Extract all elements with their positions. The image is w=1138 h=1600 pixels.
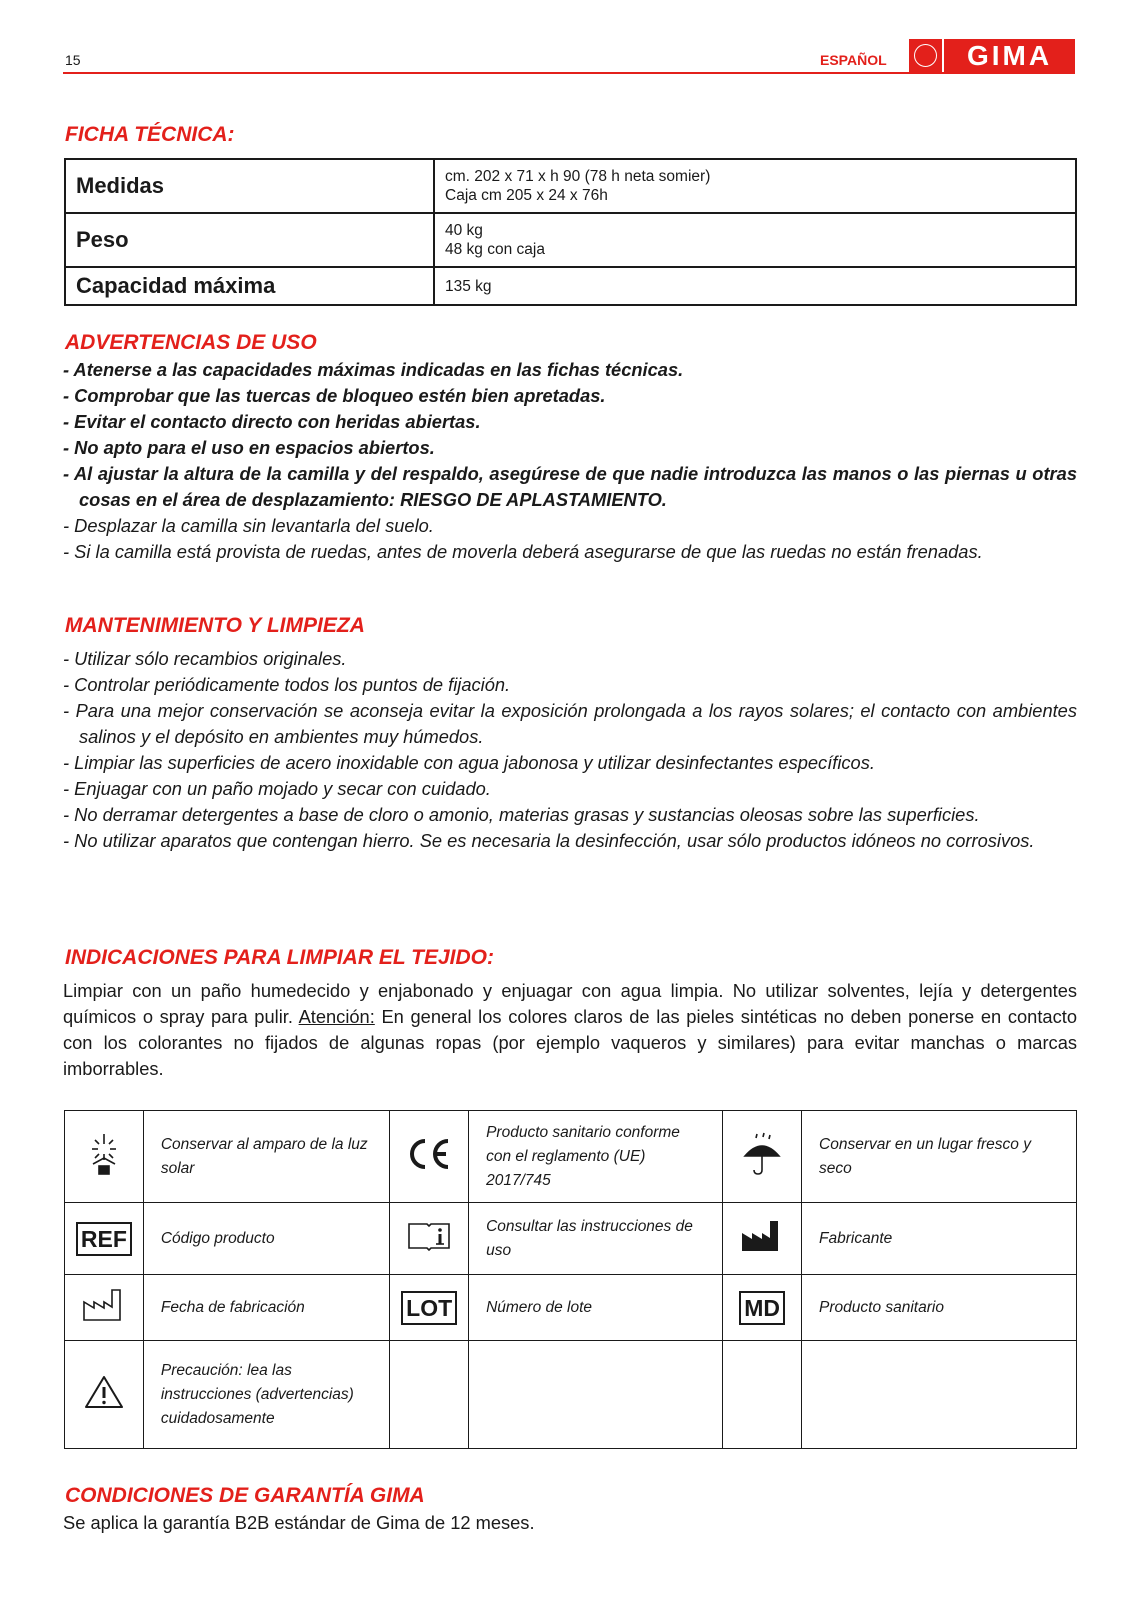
gima-logo <box>909 39 1075 72</box>
empty-cell <box>390 1341 469 1449</box>
spec-label: Peso <box>65 213 434 267</box>
list-item: - No utilizar aparatos que contengan hierro. Se es necesaria la desinfección, usar sólo productos idóneos no corrosivos. <box>63 830 1035 851</box>
list-item: - No derramar detergentes a base de cloro o amonio, materias grasas y sustancias oleosas sobre las superficies. <box>63 804 980 825</box>
md-icon: MD <box>723 1275 802 1341</box>
warnings-title: ADVERTENCIAS DE USO <box>65 331 317 354</box>
symbol-description: Conservar al amparo de la luz solar <box>143 1111 389 1203</box>
symbol-description: Código producto <box>143 1203 389 1275</box>
symbol-description: Fecha de fabricación <box>143 1275 389 1341</box>
empty-cell <box>469 1341 723 1449</box>
list-item: - Si la camilla está provista de ruedas, antes de moverla deberá asegurarse de que las ruedas no están frenadas. <box>63 541 983 562</box>
symbol-description: Producto sanitario conforme con el reglamento (UE) 2017/745 <box>469 1111 723 1203</box>
table-row <box>65 267 1076 305</box>
ref-icon: REF <box>65 1203 144 1275</box>
table-row <box>65 1341 1077 1449</box>
manufacturer-icon <box>723 1203 802 1275</box>
keep-dry-umbrella-icon <box>723 1111 802 1203</box>
warranty-text: Se aplica la garantía B2B estándar de Gima de 12 meses. <box>63 1512 535 1533</box>
empty-cell <box>723 1341 802 1449</box>
table-row <box>65 213 1076 267</box>
list-item: - Atenerse a las capacidades máximas indicadas en las fichas técnicas. <box>63 359 684 380</box>
list-item: - Utilizar sólo recambios originales. <box>63 648 347 669</box>
ce-mark-icon <box>390 1111 469 1203</box>
list-item: - Comprobar que las tuercas de bloqueo estén bien apretadas. <box>63 385 606 406</box>
spec-label: Capacidad máxima <box>65 267 434 305</box>
list-item: - Desplazar la camilla sin levantarla del suelo. <box>63 515 434 536</box>
symbol-description: Producto sanitario <box>802 1275 1077 1341</box>
table-row <box>65 159 1076 213</box>
gima-seal-icon <box>909 39 942 72</box>
spec-label: Medidas <box>65 159 434 213</box>
tech-sheet-title: FICHA TÉCNICA: <box>65 123 235 146</box>
list-item: - No apto para el uso en espacios abiertos. <box>63 437 435 458</box>
list-item: - Enjuagar con un paño mojado y secar con cuidado. <box>63 778 491 799</box>
header-rule <box>63 72 1075 74</box>
table-row <box>65 1275 1077 1341</box>
symbols-table <box>64 1110 1077 1449</box>
caution-icon <box>65 1341 144 1449</box>
list-item: - Al ajustar la altura de la camilla y del respaldo, asegúrese de que nadie introduzca las manos o las piernas u otras cosas en el área de desplazamiento: RIESGO DE APLASTAMIENTO. <box>63 463 1077 510</box>
warnings-bold-list <box>63 357 1077 513</box>
maintenance-list <box>63 646 1077 854</box>
instructions-book-icon <box>390 1203 469 1275</box>
brand-name: GIMA <box>944 39 1075 72</box>
symbol-description: Precaución: lea las instrucciones (advertencias) cuidadosamente <box>143 1341 389 1449</box>
fabric-instructions: Limpiar con un paño humedecido y enjabonado y enjuagar con agua limpia. No utilizar solventes, lejía y detergentes químicos o spray para pulir. Atención: En general los colores claros de las pieles sintéticas no deben ponerse en contacto con los colorantes no fijados de algunas ropas (por ejemplo vaqueros y similares) para evitar manchas o marcas imborrables. <box>63 980 1077 1079</box>
list-item: - Limpiar las superficies de acero inoxidable con agua jabonosa y utilizar desinfectantes específicos. <box>63 752 875 773</box>
warnings-list <box>63 513 1077 565</box>
language-label: ESPAÑOL <box>820 52 887 68</box>
maintenance-title: MANTENIMIENTO Y LIMPIEZA <box>65 614 365 637</box>
spec-value: 40 kg 48 kg con caja <box>434 213 1076 267</box>
table-row <box>65 1111 1077 1203</box>
list-item: - Controlar periódicamente todos los puntos de fijación. <box>63 674 511 695</box>
list-item: - Para una mejor conservación se aconseja evitar la exposición prolongada a los rayos solares; el contacto con ambientes salinos y el depósito en ambientes muy húmedos. <box>63 700 1077 747</box>
empty-cell <box>802 1341 1077 1449</box>
lot-icon: LOT <box>390 1275 469 1341</box>
fabric-title: INDICACIONES PARA LIMPIAR EL TEJIDO: <box>65 946 494 969</box>
attention-label: Atención: <box>298 1006 375 1027</box>
warranty-title: CONDICIONES DE GARANTÍA GIMA <box>65 1484 425 1507</box>
keep-away-from-sunlight-icon <box>65 1111 144 1203</box>
page-number: 15 <box>65 52 81 68</box>
list-item: - Evitar el contacto directo con heridas abiertas. <box>63 411 481 432</box>
symbol-description: Consultar las instrucciones de uso <box>469 1203 723 1275</box>
symbol-description: Conservar en un lugar fresco y seco <box>802 1111 1077 1203</box>
table-row <box>65 1203 1077 1275</box>
spec-value: 135 kg <box>434 267 1076 305</box>
symbol-description: Número de lote <box>469 1275 723 1341</box>
manufacture-date-icon <box>65 1275 144 1341</box>
spec-value: cm. 202 x 71 x h 90 (78 h neta somier) Caja cm 205 x 24 x 76h <box>434 159 1076 213</box>
tech-sheet-table <box>64 158 1077 306</box>
symbol-description: Fabricante <box>802 1203 1077 1275</box>
